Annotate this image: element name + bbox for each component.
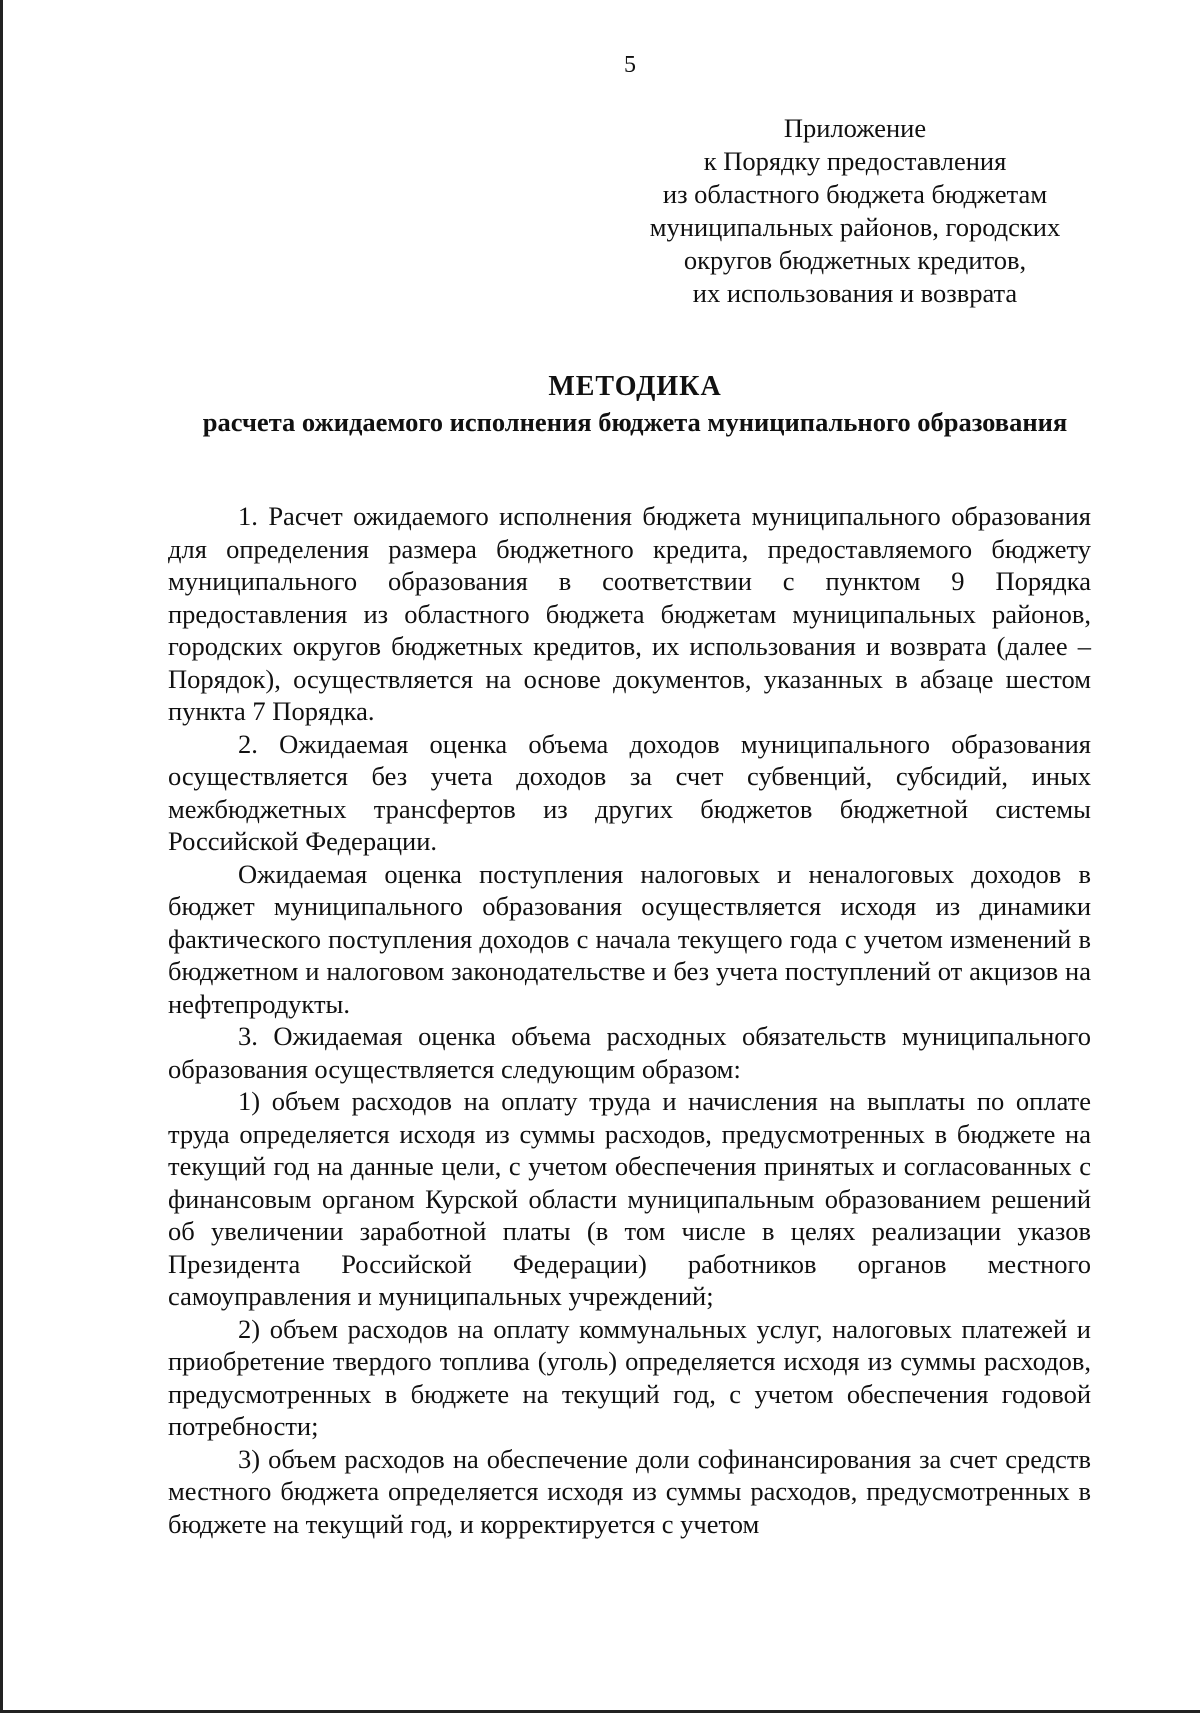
paragraph-2: 2. Ожидаемая оценка объема доходов муниципального образования осуществляется без учета доходов за счет субвенций, субсидий, иных межбюджетных трансфертов из других бюджетов бюджетной системы Российской Федерации. <box>168 728 1091 856</box>
appendix-line: округов бюджетных кредитов, <box>683 245 1027 275</box>
title-subtitle: расчета ожидаемого исполнения бюджета муниципального образования <box>202 407 1068 437</box>
paragraph-5: 1) объем расходов на оплату труда и начисления на выплаты по оплате труда определяется исходя из суммы расходов, предусмотренных в бюджете на текущий год на данные цели, с учетом обеспечения принятых и согласованных с финансовым органом Курской области муниципальным образованием решений об увеличении заработной платы (в том числе в целях реализации указов Президента Российской Федерации) работников органов местного самоуправления и муниципальных учреждений; <box>168 1086 1091 1311</box>
paragraph-4: 3. Ожидаемая оценка объема расходных обязательств муниципального образования осуществляется следующим образом: <box>168 1021 1091 1084</box>
document-title <box>170 370 1100 439</box>
paragraph-1: 1. Расчет ожидаемого исполнения бюджета муниципального образования для определения размера бюджетного кредита, предоставляемого бюджету муниципального образования в соответствии с пунктом 9 Порядка предоставления из областного бюджета бюджетам муниципальных районов, городских округов бюджетных кредитов, их использования и возврата (далее – Порядок), осуществляется на основе документов, указанных в абзаце шестом пункта 7 Порядка. <box>168 501 1091 726</box>
page-number: 5 <box>624 52 636 78</box>
appendix-header <box>610 112 1100 310</box>
appendix-line: к Порядку предоставления <box>703 146 1007 176</box>
scan-left-edge <box>0 0 3 1713</box>
appendix-line: Приложение <box>783 113 927 143</box>
paragraph-7: 3) объем расходов на обеспечение доли софинансирования за счет средств местного бюджета определяется исходя из суммы расходов, предусмотренных в бюджете на текущий год, и корректируется с учетом <box>168 1443 1091 1539</box>
appendix-line: их использования и возврата <box>692 278 1018 308</box>
paragraph-3: Ожидаемая оценка поступления налоговых и неналоговых доходов в бюджет муниципального образования осуществляется исходя из динамики фактического поступления доходов с начала текущего года с учетом изменений в бюджетном и налоговом законодательстве и без учета поступлений от акцизов на нефтепродукты. <box>168 858 1091 1019</box>
document-body <box>168 500 1091 1540</box>
title-main: МЕТОДИКА <box>548 371 722 402</box>
paragraph-6: 2) объем расходов на оплату коммунальных услуг, налоговых платежей и приобретение твердого топлива (уголь) определяется исходя из суммы расходов, предусмотренных в бюджете на текущий год, с учетом обеспечения годовой потребности; <box>168 1313 1091 1441</box>
appendix-line: муниципальных районов, городских <box>649 212 1061 242</box>
appendix-line: из областного бюджета бюджетам <box>662 179 1048 209</box>
